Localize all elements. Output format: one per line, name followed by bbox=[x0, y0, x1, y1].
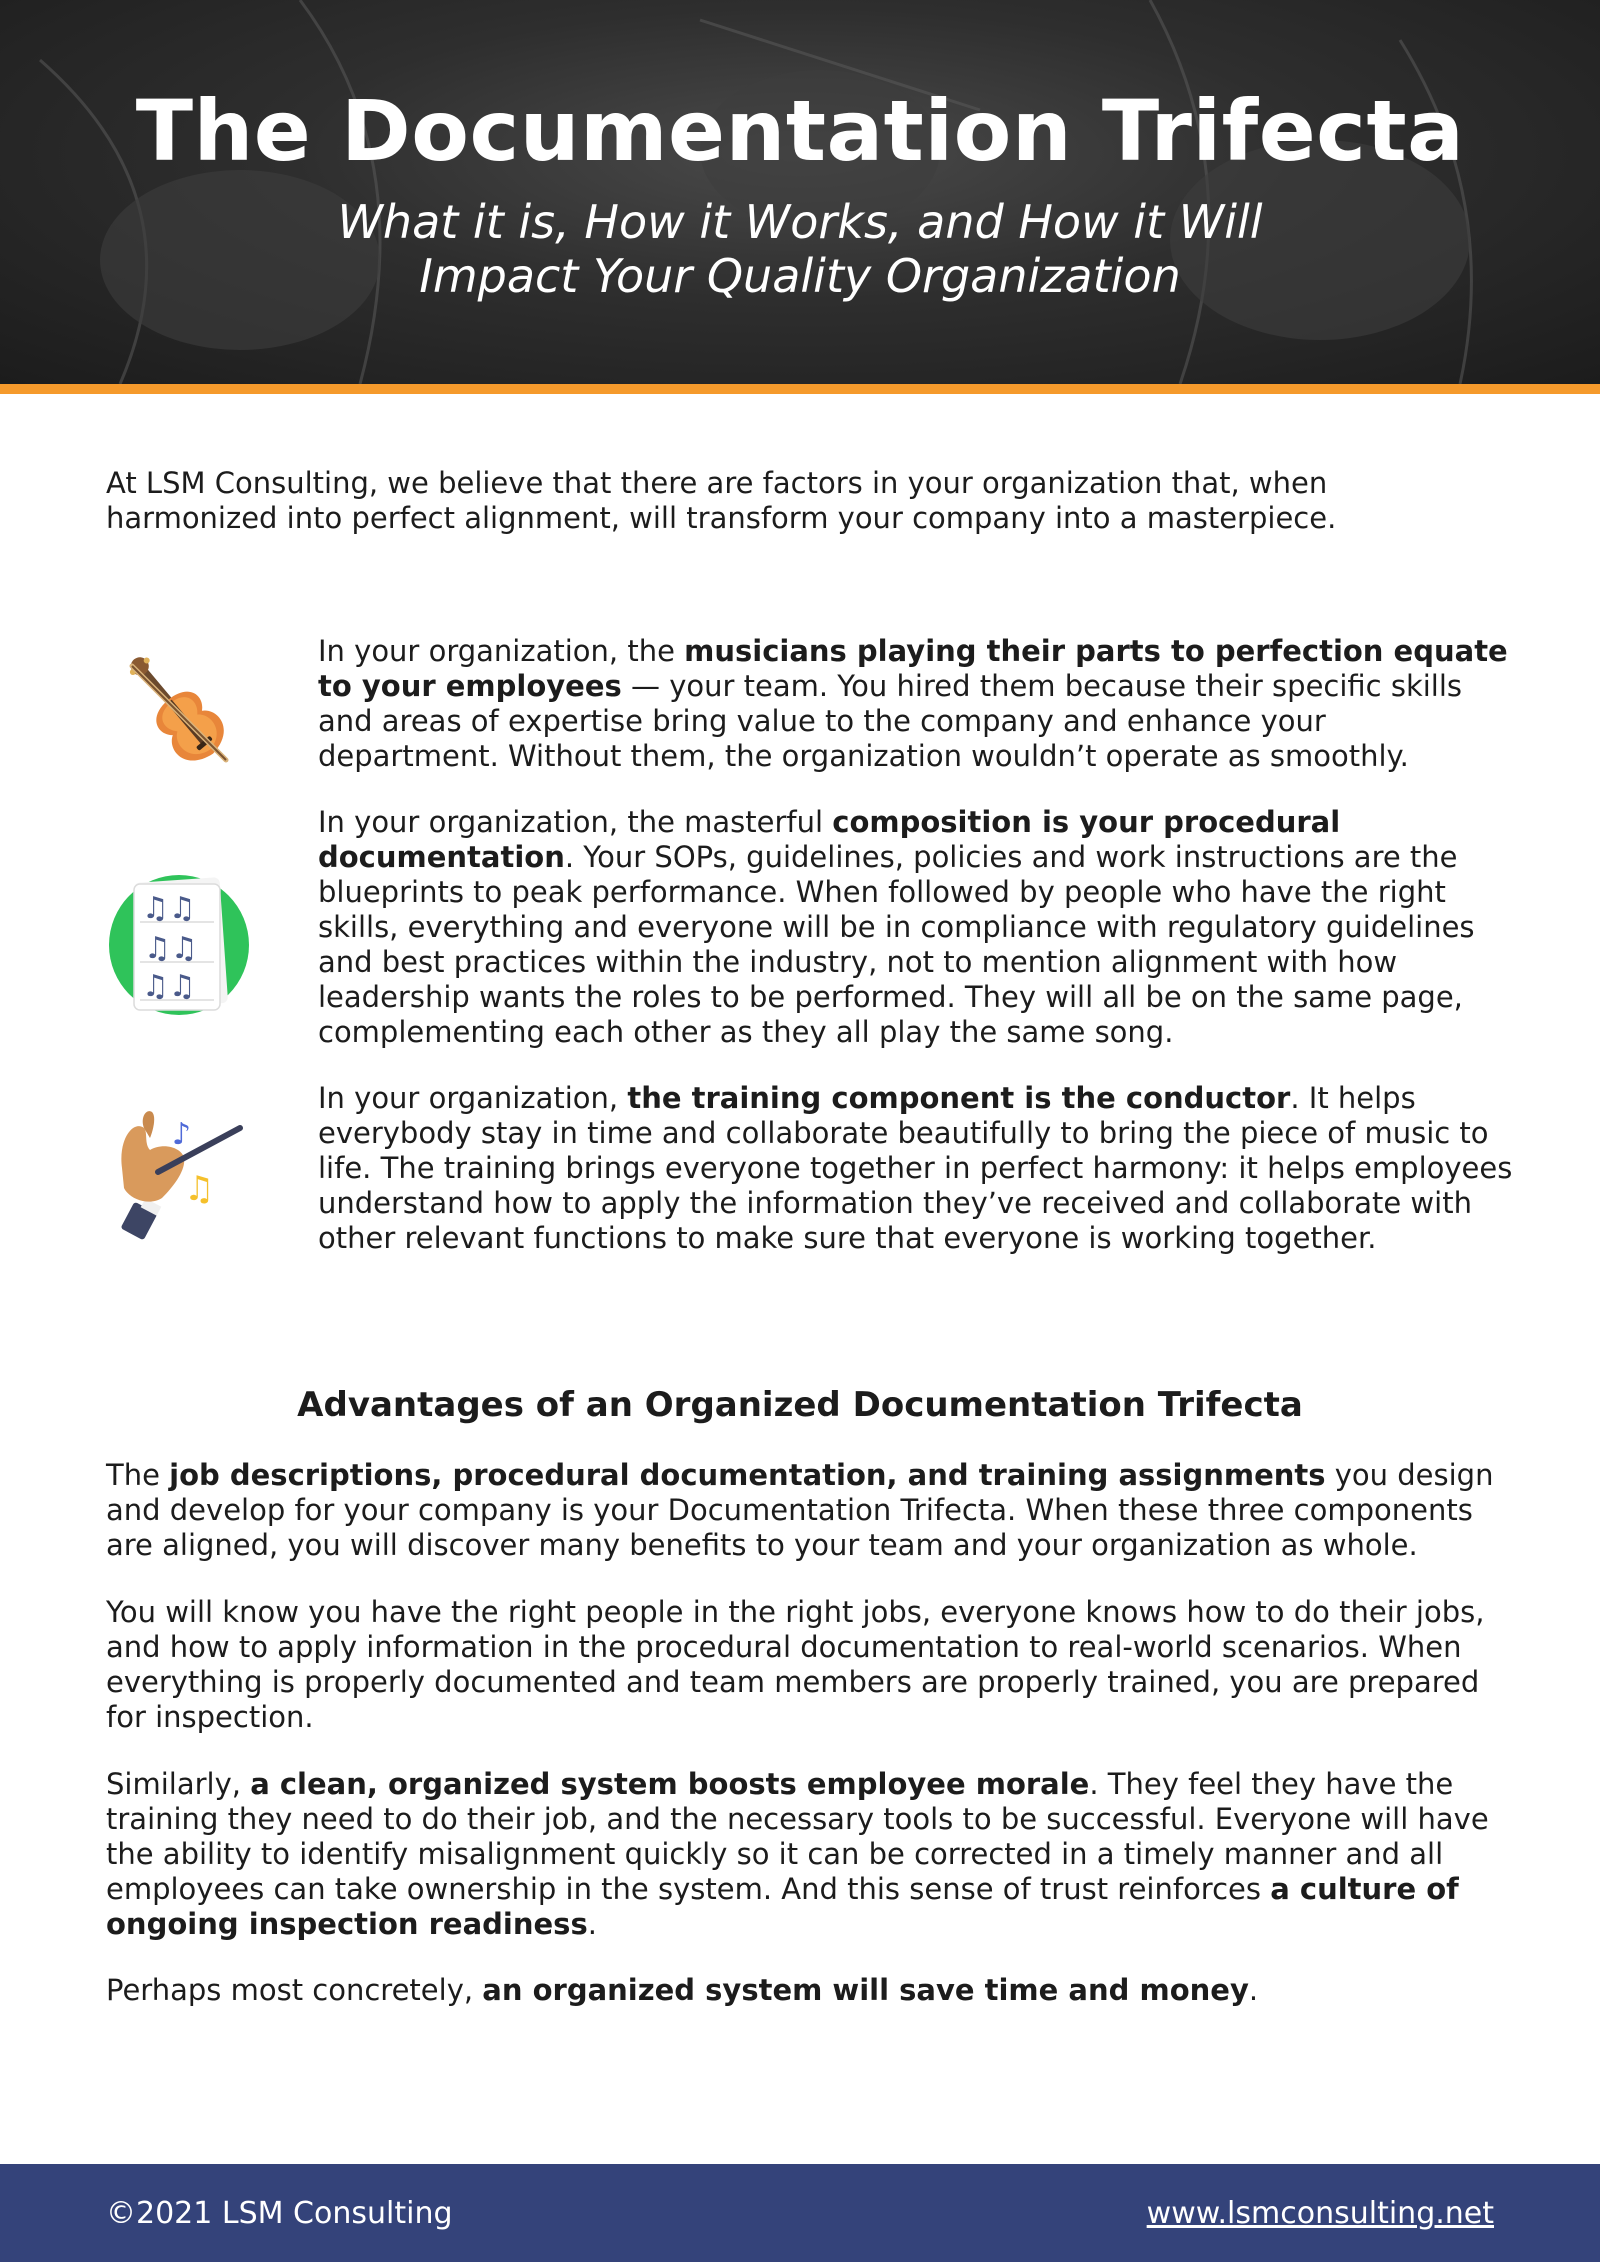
svg-text:♫: ♫ bbox=[184, 1169, 215, 1209]
training-text-emphasis: the training component is the conductor bbox=[627, 1081, 1291, 1115]
adv4-emphasis: an organized system will save time and money bbox=[482, 1973, 1249, 2007]
training-paragraph bbox=[318, 1081, 1514, 1256]
composition-text-emphasis: composition is your procedural documentation bbox=[318, 805, 1341, 874]
svg-text:♫♫: ♫♫ bbox=[142, 969, 196, 1004]
musicians-text-rest: — your team. You hired them because their specific skills and areas of expertise bring value to the company and enhance your department. Without them, the organization wouldn’t operate as smoothly. bbox=[318, 669, 1463, 773]
svg-text:♫♫: ♫♫ bbox=[142, 891, 196, 926]
musicians-text-emphasis: musicians playing their parts to perfection equate to your employees bbox=[318, 634, 1508, 703]
adv1-lead: The bbox=[106, 1458, 170, 1492]
page-subtitle bbox=[0, 195, 1600, 303]
adv4-lead: Perhaps most concretely, bbox=[106, 1973, 483, 2007]
composition-text-lead: In your organization, the masterful bbox=[318, 805, 833, 839]
adv1-emphasis: job descriptions, procedural documentation, and training assignments bbox=[169, 1458, 1326, 1492]
page-title: The Documentation Trifecta bbox=[135, 82, 1465, 180]
advantages-paragraph-2: You will know you have the right people in the right jobs, everyone knows how to do their jobs, and how to apply information in the procedural documentation to real-world scenarios. When everything is properly documented and team members are properly trained, you are prepared for inspection. bbox=[106, 1595, 1485, 1734]
adv3-emphasis-1: a clean, organized system boosts employee morale bbox=[250, 1767, 1090, 1801]
subtitle-line-1: What it is, How it Works, and How it Will bbox=[337, 195, 1263, 249]
accent-divider bbox=[0, 384, 1600, 394]
adv3-middle: . They feel they have the training they need to do their job, and the necessary tools to be successful. Everyone will have the ability to identify misalignment quickly so it can be corrected in a timely manner and all employees can take ownership in the system. And this sense of trust reinforces bbox=[106, 1767, 1489, 1906]
adv1-rest: you design and develop for your company is your Documentation Trifecta. When these three components are aligned, you will discover many benefits to your team and your organization as whole. bbox=[106, 1458, 1494, 1562]
subtitle-line-2: Impact Your Quality Organization bbox=[419, 249, 1181, 303]
website-link[interactable]: www.lsmconsulting.net bbox=[1146, 2196, 1494, 2231]
training-text-lead: In your organization, bbox=[318, 1081, 628, 1115]
composition-text-rest: . Your SOPs, guidelines, policies and work instructions are the blueprints to peak performance. When followed by people who have the right skills, everything and everyone will be in compliance with regulatory guidelines and best practices within the industry, not to mention alignment with how leadership wants the roles to be performed. They will all be on the same page, complementing each other as they all play the same song. bbox=[318, 840, 1475, 1049]
header-banner bbox=[0, 0, 1600, 384]
footer-bar bbox=[0, 2164, 1600, 2262]
svg-text:♪: ♪ bbox=[172, 1117, 192, 1152]
advantages-paragraph-4 bbox=[106, 1973, 1506, 2008]
adv3-emphasis-2: a culture of ongoing inspection readiness bbox=[106, 1872, 1459, 1941]
advantages-paragraph-3 bbox=[106, 1767, 1506, 1942]
musicians-paragraph bbox=[318, 634, 1514, 774]
advantages-paragraph-1 bbox=[106, 1458, 1506, 1563]
orchestra-background-image bbox=[0, 0, 1600, 384]
intro-paragraph: At LSM Consulting, we believe that there are factors in your organization that, when harmonized into perfect alignment, will transform your company into a masterpiece. bbox=[106, 466, 1337, 535]
training-text-rest: . It helps everybody stay in time and collaborate beautifully to bring the piece of music to life. The training brings everyone together in perfect harmony: it helps employees understand how to apply the information they’ve received and collaborate with other relevant functions to make sure that everyone is working together. bbox=[318, 1081, 1513, 1255]
composition-paragraph bbox=[318, 805, 1514, 1050]
adv3-end: . bbox=[587, 1907, 597, 1941]
conductor-baton-icon bbox=[104, 1098, 254, 1248]
violin-icon bbox=[104, 638, 254, 788]
sheet-music-icon bbox=[104, 870, 254, 1020]
advantages-heading: Advantages of an Organized Documentation Trifecta bbox=[297, 1385, 1303, 1425]
svg-text:♫♫: ♫♫ bbox=[144, 931, 198, 966]
adv3-lead: Similarly, bbox=[106, 1767, 251, 1801]
footer-copyright: ©2021 LSM Consulting bbox=[106, 2196, 453, 2231]
adv4-end: . bbox=[1248, 1973, 1259, 2007]
musicians-text-lead: In your organization, the bbox=[318, 634, 685, 668]
